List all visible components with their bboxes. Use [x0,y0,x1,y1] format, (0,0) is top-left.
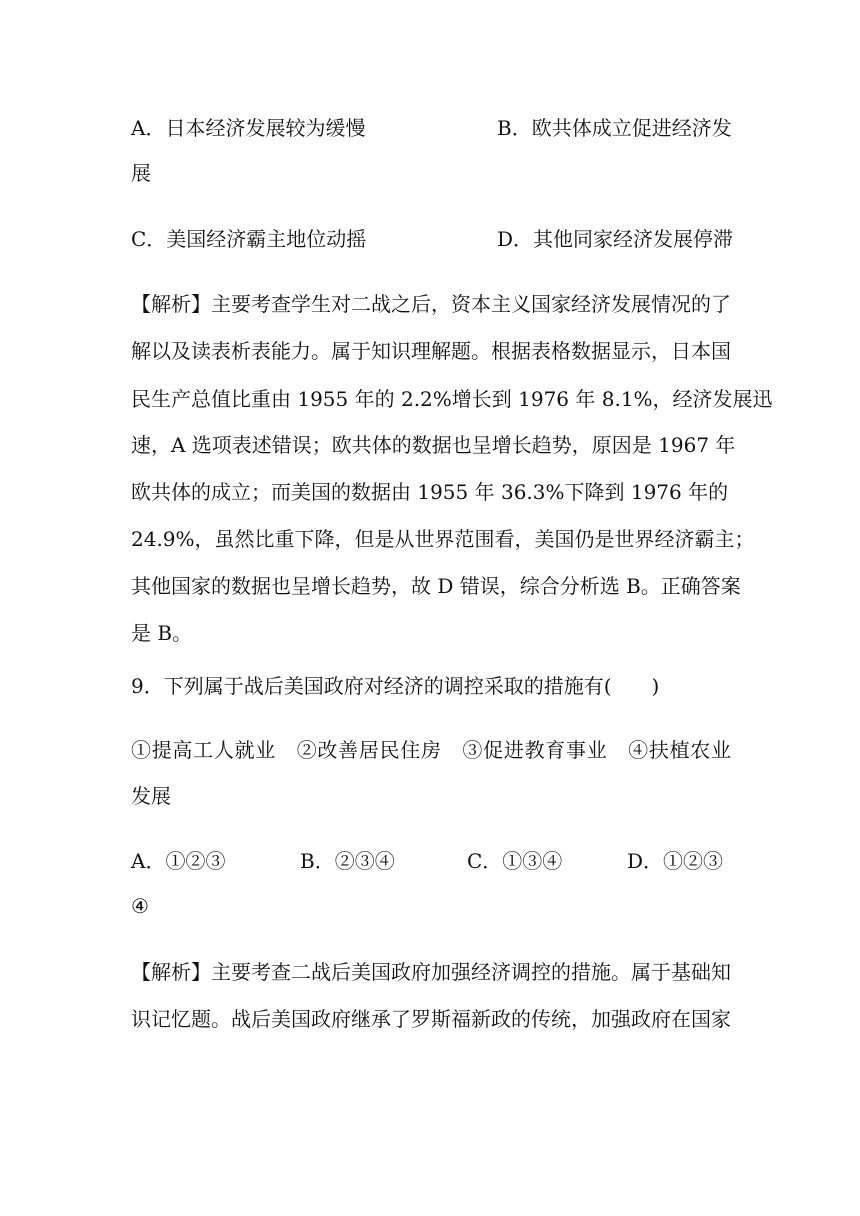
q8-option-a: A．日本经济发展较为缓慢 [131,116,366,140]
q9-items-line: ①提高工人就业 ②改善居民住房 ③促进教育事业 ④扶植农业 [131,738,731,762]
q9-option-c: C．①③④ [467,849,563,873]
q9-option-d-continued: ④ [131,894,149,918]
q9-option-d: D．①②③ [627,849,724,873]
q8-option-b-continued: 展 [131,161,151,185]
q8-analysis-line: 民生产总值比重由 1955 年的 2.2%增长到 1976 年 8.1%，经济发展迅 [131,387,773,411]
q9-stem: 9．下列属于战后美国政府对经济的调控采取的措施有( ) [131,674,660,698]
q9-option-a: A．①②③ [131,849,226,873]
q8-option-d: D．其他同家经济发展停滞 [497,227,734,251]
q8-analysis-line: 24.9%，虽然比重下降，但是从世界范围看，美国仍是世界经济霸主； [131,527,755,551]
q9-items-line-continued: 发展 [131,784,171,808]
q8-analysis-line: 欧共体的成立；而美国的数据由 1955 年 36.3%下降到 1976 年的 [131,480,729,504]
q9-option-b: B．②③④ [300,849,395,873]
q8-option-b: B．欧共体成立促进经济发 [497,116,732,140]
q8-option-c: C．美国经济霸主地位动摇 [131,227,367,251]
q8-analysis-line: 其他国家的数据也呈增长趋势，故 D 错误，综合分析选 B。正确答案 [131,574,741,598]
q9-analysis-line: 识记忆题。战后美国政府继承了罗斯福新政的传统，加强政府在国家 [131,1007,731,1031]
q8-analysis-line: 解以及读表析表能力。属于知识理解题。根据表格数据显示，日本国 [131,339,731,363]
q8-analysis-line: 【解析】主要考查学生对二战之后，资本主义国家经济发展情况的了 [131,292,731,316]
q8-analysis-line: 是 B。 [131,621,193,645]
q9-analysis-line: 【解析】主要考查二战后美国政府加强经济调控的措施。属于基础知 [131,960,731,984]
q8-analysis-line: 速，A 选项表述错误；欧共体的数据也呈增长趋势，原因是 1967 年 [131,433,736,457]
